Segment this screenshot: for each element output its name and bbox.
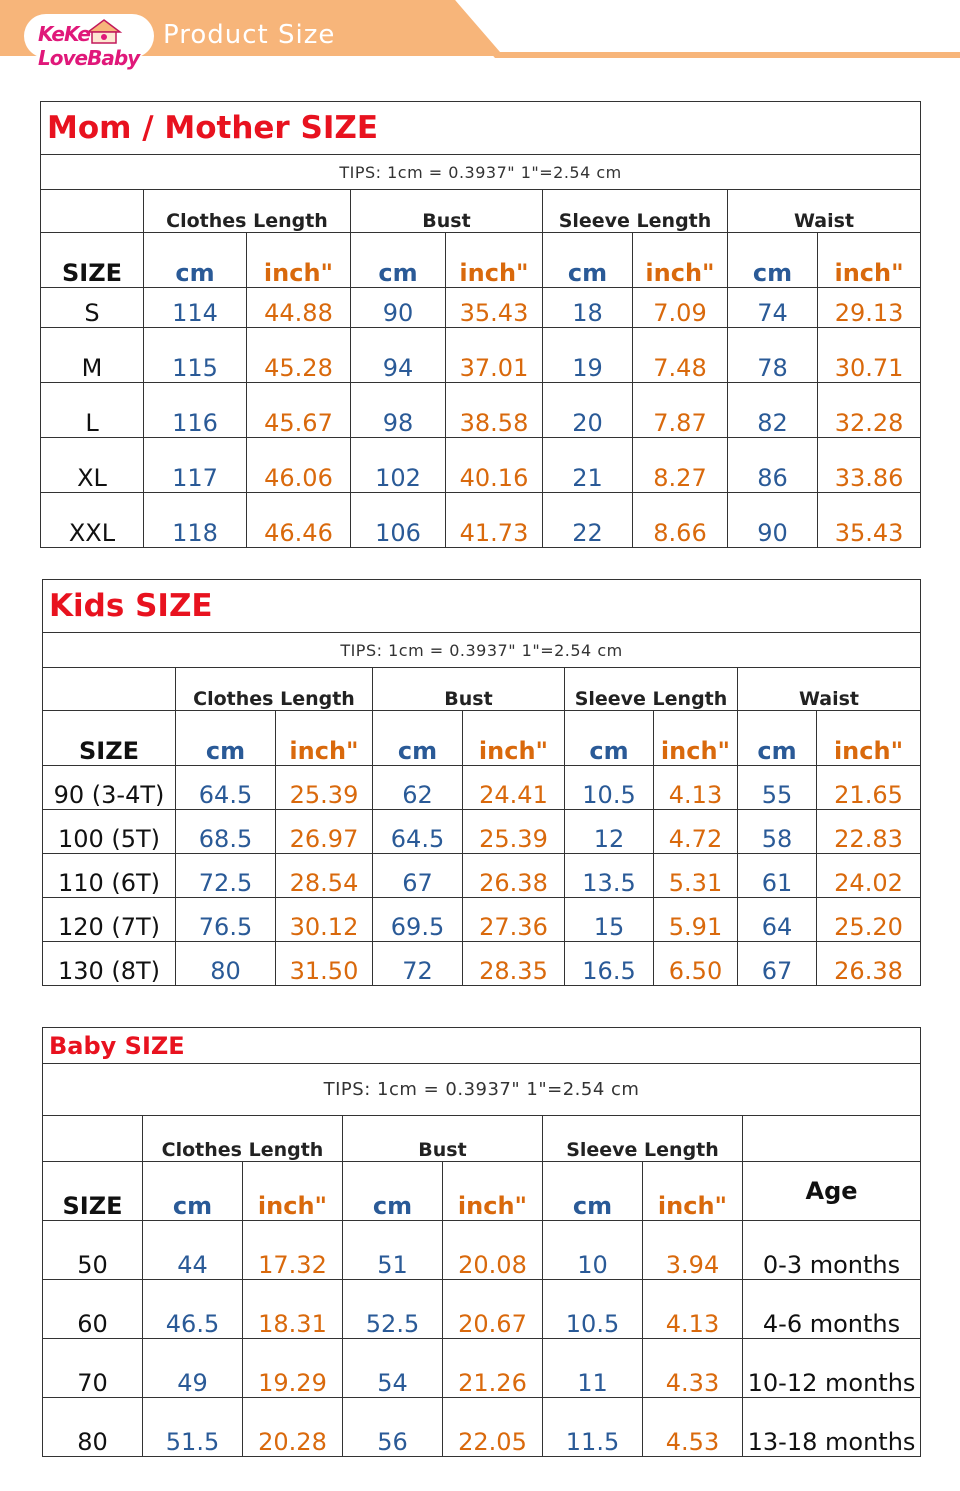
inch-cell: 22.05	[443, 1398, 543, 1457]
table-row	[43, 766, 921, 810]
cm-cell: 51	[343, 1221, 443, 1280]
kids-group-sleeve-length: Sleeve Length	[565, 668, 738, 711]
age-cell: 4-6 months	[743, 1280, 921, 1339]
inch-cell: 25.20	[817, 898, 921, 942]
cm-cell: 69.5	[373, 898, 463, 942]
cm-cell: 11.5	[543, 1398, 643, 1457]
cm-cell: 46.5	[143, 1280, 243, 1339]
inch-cell: 25.39	[463, 810, 565, 854]
mom-group-clothes-length: Clothes Length	[144, 190, 351, 233]
baby-table-title: Baby SIZE	[43, 1028, 921, 1064]
cm-cell: 82	[728, 383, 818, 438]
mom-cm-header: cm	[144, 233, 247, 288]
cm-cell: 21	[543, 438, 633, 493]
cm-cell: 56	[343, 1398, 443, 1457]
cm-cell: 49	[143, 1339, 243, 1398]
cm-cell: 18	[543, 288, 633, 328]
inch-cell: 35.43	[818, 493, 921, 548]
cm-cell: 72	[373, 942, 463, 986]
cm-cell: 114	[144, 288, 247, 328]
table-row	[41, 438, 921, 493]
inch-cell: 8.66	[633, 493, 728, 548]
baby-group-sleeve-length: Sleeve Length	[543, 1116, 743, 1162]
inch-cell: 37.01	[446, 328, 543, 383]
table-row	[43, 942, 921, 986]
table-row	[43, 1339, 921, 1398]
logo-text: KeKe LoveBaby	[38, 22, 140, 70]
cm-cell: 19	[543, 328, 633, 383]
age-cell: 10-12 months	[743, 1339, 921, 1398]
age-cell: 13-18 months	[743, 1398, 921, 1457]
inch-cell: 26.38	[817, 942, 921, 986]
inch-cell: 4.33	[643, 1339, 743, 1398]
mom-inch-header: inch"	[818, 233, 921, 288]
kids-cm-header: cm	[738, 711, 817, 766]
inch-cell: 7.87	[633, 383, 728, 438]
inch-cell: 46.46	[247, 493, 351, 548]
table-row	[41, 328, 921, 383]
inch-cell: 5.91	[654, 898, 738, 942]
baby-group-bust: Bust	[343, 1116, 543, 1162]
baby-size-table	[42, 1027, 921, 1457]
kids-table-title: Kids SIZE	[43, 580, 921, 633]
inch-cell: 8.27	[633, 438, 728, 493]
cm-cell: 10	[543, 1221, 643, 1280]
table-row	[43, 1221, 921, 1280]
size-cell: 130 (8T)	[43, 942, 176, 986]
size-cell: S	[41, 288, 144, 328]
cm-cell: 80	[176, 942, 276, 986]
size-cell: 50	[43, 1221, 143, 1280]
size-cell: 80	[43, 1398, 143, 1457]
cm-cell: 86	[728, 438, 818, 493]
cm-cell: 64.5	[373, 810, 463, 854]
cm-cell: 54	[343, 1339, 443, 1398]
inch-cell: 24.02	[817, 854, 921, 898]
size-cell: XXL	[41, 493, 144, 548]
size-cell: 70	[43, 1339, 143, 1398]
baby-group-clothes-length: Clothes Length	[143, 1116, 343, 1162]
inch-cell: 33.86	[818, 438, 921, 493]
kids-tips: TIPS: 1cm = 0.3937" 1"=2.54 cm	[43, 633, 921, 668]
mom-inch-header: inch"	[633, 233, 728, 288]
cm-cell: 74	[728, 288, 818, 328]
mom-group-sleeve-length: Sleeve Length	[543, 190, 728, 233]
inch-cell: 28.54	[276, 854, 373, 898]
size-cell: 60	[43, 1280, 143, 1339]
table-row	[43, 854, 921, 898]
cm-cell: 94	[351, 328, 446, 383]
inch-cell: 24.41	[463, 766, 565, 810]
kids-inch-header: inch"	[817, 711, 921, 766]
kids-size-header: SIZE	[43, 711, 176, 766]
mom-inch-header: inch"	[446, 233, 543, 288]
mom-cm-header: cm	[543, 233, 633, 288]
baby-inch-header: inch"	[243, 1162, 343, 1221]
baby-cm-header: cm	[543, 1162, 643, 1221]
inch-cell: 26.97	[276, 810, 373, 854]
size-cell: 100 (5T)	[43, 810, 176, 854]
cm-cell: 115	[144, 328, 247, 383]
baby-group-blank	[743, 1116, 921, 1162]
cm-cell: 62	[373, 766, 463, 810]
cm-cell: 10.5	[543, 1280, 643, 1339]
inch-cell: 29.13	[818, 288, 921, 328]
cm-cell: 61	[738, 854, 817, 898]
inch-cell: 46.06	[247, 438, 351, 493]
mom-group-empty	[41, 190, 144, 233]
cm-cell: 55	[738, 766, 817, 810]
table-row	[41, 383, 921, 438]
table-row	[43, 1398, 921, 1457]
table-row	[41, 493, 921, 548]
inch-cell: 41.73	[446, 493, 543, 548]
cm-cell: 116	[144, 383, 247, 438]
cm-cell: 22	[543, 493, 633, 548]
cm-cell: 118	[144, 493, 247, 548]
inch-cell: 5.31	[654, 854, 738, 898]
cm-cell: 58	[738, 810, 817, 854]
table-row	[43, 810, 921, 854]
cm-cell: 51.5	[143, 1398, 243, 1457]
inch-cell: 3.94	[643, 1221, 743, 1280]
product-size-banner	[0, 0, 960, 70]
cm-cell: 98	[351, 383, 446, 438]
table-row	[43, 1280, 921, 1339]
inch-cell: 30.12	[276, 898, 373, 942]
inch-cell: 27.36	[463, 898, 565, 942]
inch-cell: 44.88	[247, 288, 351, 328]
mom-size-table	[40, 101, 921, 548]
age-cell: 0-3 months	[743, 1221, 921, 1280]
cm-cell: 67	[373, 854, 463, 898]
inch-cell: 38.58	[446, 383, 543, 438]
cm-cell: 68.5	[176, 810, 276, 854]
baby-cm-header: cm	[343, 1162, 443, 1221]
kids-cm-header: cm	[176, 711, 276, 766]
mom-group-waist: Waist	[728, 190, 921, 233]
cm-cell: 90	[728, 493, 818, 548]
inch-cell: 28.35	[463, 942, 565, 986]
inch-cell: 45.28	[247, 328, 351, 383]
baby-tips: TIPS: 1cm = 0.3937" 1"=2.54 cm	[43, 1064, 921, 1116]
inch-cell: 20.67	[443, 1280, 543, 1339]
cm-cell: 20	[543, 383, 633, 438]
mom-cm-header: cm	[728, 233, 818, 288]
size-cell: L	[41, 383, 144, 438]
kids-inch-header: inch"	[276, 711, 373, 766]
inch-cell: 4.53	[643, 1398, 743, 1457]
inch-cell: 18.31	[243, 1280, 343, 1339]
size-cell: 110 (6T)	[43, 854, 176, 898]
kids-size-table	[42, 579, 921, 986]
cm-cell: 106	[351, 493, 446, 548]
cm-cell: 44	[143, 1221, 243, 1280]
mom-size-header: SIZE	[41, 233, 144, 288]
mom-cm-header: cm	[351, 233, 446, 288]
baby-age-header: Age	[743, 1162, 921, 1221]
inch-cell: 21.65	[817, 766, 921, 810]
inch-cell: 22.83	[817, 810, 921, 854]
inch-cell: 17.32	[243, 1221, 343, 1280]
mom-group-bust: Bust	[351, 190, 543, 233]
kids-group-waist: Waist	[738, 668, 921, 711]
inch-cell: 30.71	[818, 328, 921, 383]
inch-cell: 32.28	[818, 383, 921, 438]
inch-cell: 7.48	[633, 328, 728, 383]
kids-group-clothes-length: Clothes Length	[176, 668, 373, 711]
cm-cell: 76.5	[176, 898, 276, 942]
inch-cell: 4.13	[654, 766, 738, 810]
inch-cell: 6.50	[654, 942, 738, 986]
brand-logo	[24, 14, 154, 70]
mom-inch-header: inch"	[247, 233, 351, 288]
kids-cm-header: cm	[373, 711, 463, 766]
mom-tips: TIPS: 1cm = 0.3937" 1"=2.54 cm	[41, 155, 921, 190]
inch-cell: 20.28	[243, 1398, 343, 1457]
inch-cell: 45.67	[247, 383, 351, 438]
inch-cell: 35.43	[446, 288, 543, 328]
inch-cell: 7.09	[633, 288, 728, 328]
cm-cell: 11	[543, 1339, 643, 1398]
size-cell: 90 (3-4T)	[43, 766, 176, 810]
cm-cell: 64.5	[176, 766, 276, 810]
kids-group-empty	[43, 668, 176, 711]
cm-cell: 10.5	[565, 766, 654, 810]
cm-cell: 90	[351, 288, 446, 328]
cm-cell: 16.5	[565, 942, 654, 986]
cm-cell: 52.5	[343, 1280, 443, 1339]
inch-cell: 19.29	[243, 1339, 343, 1398]
inch-cell: 4.13	[643, 1280, 743, 1339]
baby-size-header: SIZE	[43, 1162, 143, 1221]
inch-cell: 31.50	[276, 942, 373, 986]
baby-inch-header: inch"	[643, 1162, 743, 1221]
kids-group-bust: Bust	[373, 668, 565, 711]
kids-inch-header: inch"	[463, 711, 565, 766]
cm-cell: 67	[738, 942, 817, 986]
banner-title: Product Size	[163, 20, 336, 50]
baby-group-empty	[43, 1116, 143, 1162]
table-row	[43, 898, 921, 942]
cm-cell: 12	[565, 810, 654, 854]
inch-cell: 40.16	[446, 438, 543, 493]
size-cell: 120 (7T)	[43, 898, 176, 942]
kids-cm-header: cm	[565, 711, 654, 766]
size-cell: M	[41, 328, 144, 383]
inch-cell: 25.39	[276, 766, 373, 810]
cm-cell: 102	[351, 438, 446, 493]
cm-cell: 72.5	[176, 854, 276, 898]
cm-cell: 15	[565, 898, 654, 942]
inch-cell: 21.26	[443, 1339, 543, 1398]
size-cell: XL	[41, 438, 144, 493]
mom-table-title: Mom / Mother SIZE	[41, 102, 921, 155]
cm-cell: 64	[738, 898, 817, 942]
kids-inch-header: inch"	[654, 711, 738, 766]
table-row	[41, 288, 921, 328]
cm-cell: 78	[728, 328, 818, 383]
cm-cell: 117	[144, 438, 247, 493]
baby-inch-header: inch"	[443, 1162, 543, 1221]
inch-cell: 4.72	[654, 810, 738, 854]
inch-cell: 20.08	[443, 1221, 543, 1280]
cm-cell: 13.5	[565, 854, 654, 898]
inch-cell: 26.38	[463, 854, 565, 898]
baby-cm-header: cm	[143, 1162, 243, 1221]
